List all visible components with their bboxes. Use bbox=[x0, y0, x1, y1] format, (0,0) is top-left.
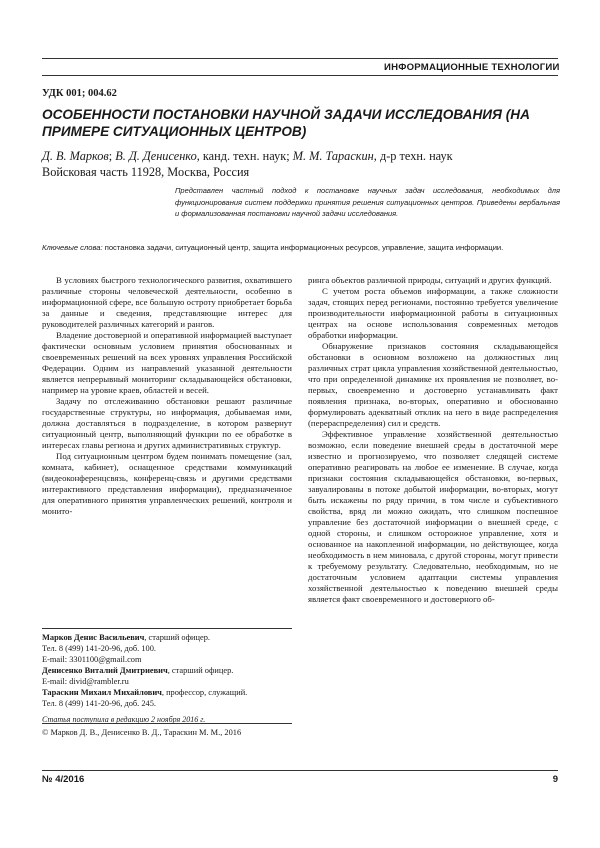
author-2-name: В. Д. Денисенко bbox=[115, 149, 197, 163]
page-number: 9 bbox=[552, 774, 558, 785]
authors-organization: Войсковая часть 11928, Москва, Россия bbox=[42, 165, 250, 179]
authors-sep: ; bbox=[108, 149, 116, 163]
affiliation-1-email: E-mail: 3301100@gmail.com bbox=[42, 655, 142, 664]
header-rule-top bbox=[42, 58, 558, 59]
header-rule-bottom bbox=[42, 75, 558, 76]
paragraph: Обнаружение признаков состояния складывающейся обстановки в основном возложено на должностных лиц различных страт цикла управления хозяйственной деятельностью, что при определенной динамике их проявления не позволяет, во-первых, своевременно и достоверно устанавливать факт появления признака, во-вторых, оперативно и обоснованно формулировать адекватный отклик на него в виде распределения (перераспределения) сил и средств. bbox=[308, 341, 558, 428]
affiliation-3-role: , профессор, служащий. bbox=[161, 688, 248, 697]
paragraph: С учетом роста объемов информации, а также сложности задач, стоящих перед регионами, постоянно требуется увеличение производительности информационной работы в ситуационных центрах на основе использования современных методов обработки информации. bbox=[308, 286, 558, 340]
paragraph: Эффективное управление хозяйственной деятельностью возможно, если поведение внешней среды в достаточной мере известно и прогнозируемо, что позволяет следящей системе оперативно реагировать на любое ее изменение. В случае, когда признаки состояния складывающейся обстановки, во-первых, завуалированы в потоке добытой информации, во-вторых, могут быть искажены по ряду причин, в том числе и субъективного свойства, вряд ли можно ожидать, что слишком поспешное управление без достаточной информации о внешней среде, с одной стороны, и слишком осторожное управление, хотя и основанное на накопленной информации, но действующее, когда необходимость в нем миновала, с другой стороны, могут привести к требуемому результату. Следовательно, необходимым, но не достаточным условием адаптации системы управления хозяйственной деятельностью к поведению внешней среды является факт своевременного и достоверного об- bbox=[308, 429, 558, 604]
paragraph: Владение достоверной и оперативной информацией выступает фактически основным условием принятия обоснованных и своевременных решений на всех уровнях управления Российской Федерации. Одним из направлений указанной деятельности является непрерывный мониторинг складывающейся обстановки, например на уровне краев, областей и весей. bbox=[42, 330, 292, 395]
keywords-label: Ключевые слова: bbox=[42, 243, 103, 252]
udk-code: УДК 001; 004.62 bbox=[42, 88, 117, 99]
affiliation-2 bbox=[42, 665, 292, 676]
article-title: ОСОБЕННОСТИ ПОСТАНОВКИ НАУЧНОЙ ЗАДАЧИ ИССЛЕДОВАНИЯ (НА ПРИМЕРЕ СИТУАЦИОННЫХ ЦЕНТРОВ) bbox=[42, 107, 530, 139]
affiliation-2-name: Денисенко Виталий Дмитриевич bbox=[42, 666, 168, 675]
paragraph: ринга объектов различной природы, ситуаций и других функций. bbox=[308, 275, 552, 285]
paragraph: В условиях быстрого технологического развития, охватившего различные стороны человеческой деятельности, особенно в информационной сфере, все большую остроту приобретает борьба за данные и сведения, представляющие интерес для руководителей различных категорий и рангов. bbox=[42, 275, 292, 329]
affiliation-2-role: , старший офицер. bbox=[167, 666, 234, 675]
body-column-left bbox=[42, 275, 292, 517]
copyright: © Марков Д. В., Денисенко В. Д., Тараскин М. М., 2016 bbox=[42, 728, 242, 737]
author-3-name: М. М. Тараскин bbox=[292, 149, 374, 163]
received-date: Статья поступила в редакцию 2 ноября 2016 г. bbox=[42, 715, 206, 724]
affiliation-3 bbox=[42, 687, 292, 698]
affiliation-3-phone: Тел. 8 (499) 141-20-96, доб. 245. bbox=[42, 699, 157, 708]
abstract: Представлен частный подход к постановке научных задач исследования, необходимых для функционирования систем поддержки принятия решения ситуационных центров. Приведены вербальная и формализованная постановки научной задачи исследования. bbox=[175, 186, 560, 218]
running-header: ИНФОРМАЦИОННЫЕ ТЕХНОЛОГИИ bbox=[384, 62, 560, 73]
affiliation-1-role: , старший офицер. bbox=[144, 633, 210, 642]
affiliation-1-name: Марков Денис Васильевич bbox=[42, 633, 145, 642]
author-2-degree: , канд. техн. наук; bbox=[196, 149, 293, 163]
authors-block bbox=[42, 148, 562, 180]
footer-rule bbox=[42, 770, 558, 771]
affiliations-block bbox=[42, 632, 292, 725]
authors-line bbox=[42, 148, 562, 164]
paragraph: Под ситуационным центром будем понимать помещение (зал, комната, кабинет), оснащенное средствами коммуникаций (видеоконференцсвязь, конференц-связь и другими средствами интерактивного представления информации), предназначенное для оперативного принятия управленческих решений, контроля и монито- bbox=[42, 451, 292, 516]
affiliation-2-email: E-mail: divid@rambler.ru bbox=[42, 677, 129, 686]
affiliation-rule bbox=[42, 628, 292, 629]
paragraph: Задачу по отслеживанию обстановки решают различные государственные структуры, но информация, добываемая ими, должна доставляться в подразделение, в котором развернут ситуационный центр, выполняющий функции по ее обработке в интересах главы региона и других административных структур. bbox=[42, 396, 292, 450]
affiliation-3-name: Тараскин Михаил Михайлович bbox=[42, 688, 162, 697]
affiliation-1-phone: Тел. 8 (499) 141-20-96, доб. 100. bbox=[42, 644, 157, 653]
affiliation-1 bbox=[42, 632, 292, 643]
keywords bbox=[42, 242, 560, 254]
author-1-name: Д. В. Марков bbox=[42, 149, 109, 163]
issue-number: № 4/2016 bbox=[42, 774, 85, 785]
keywords-text: постановка задачи, ситуационный центр, защита информационных ресурсов, управление, защита информации. bbox=[102, 243, 504, 252]
copyright-rule bbox=[42, 723, 292, 724]
body-column-right bbox=[308, 275, 558, 605]
author-3-degree: , д-р техн. наук bbox=[373, 149, 453, 163]
